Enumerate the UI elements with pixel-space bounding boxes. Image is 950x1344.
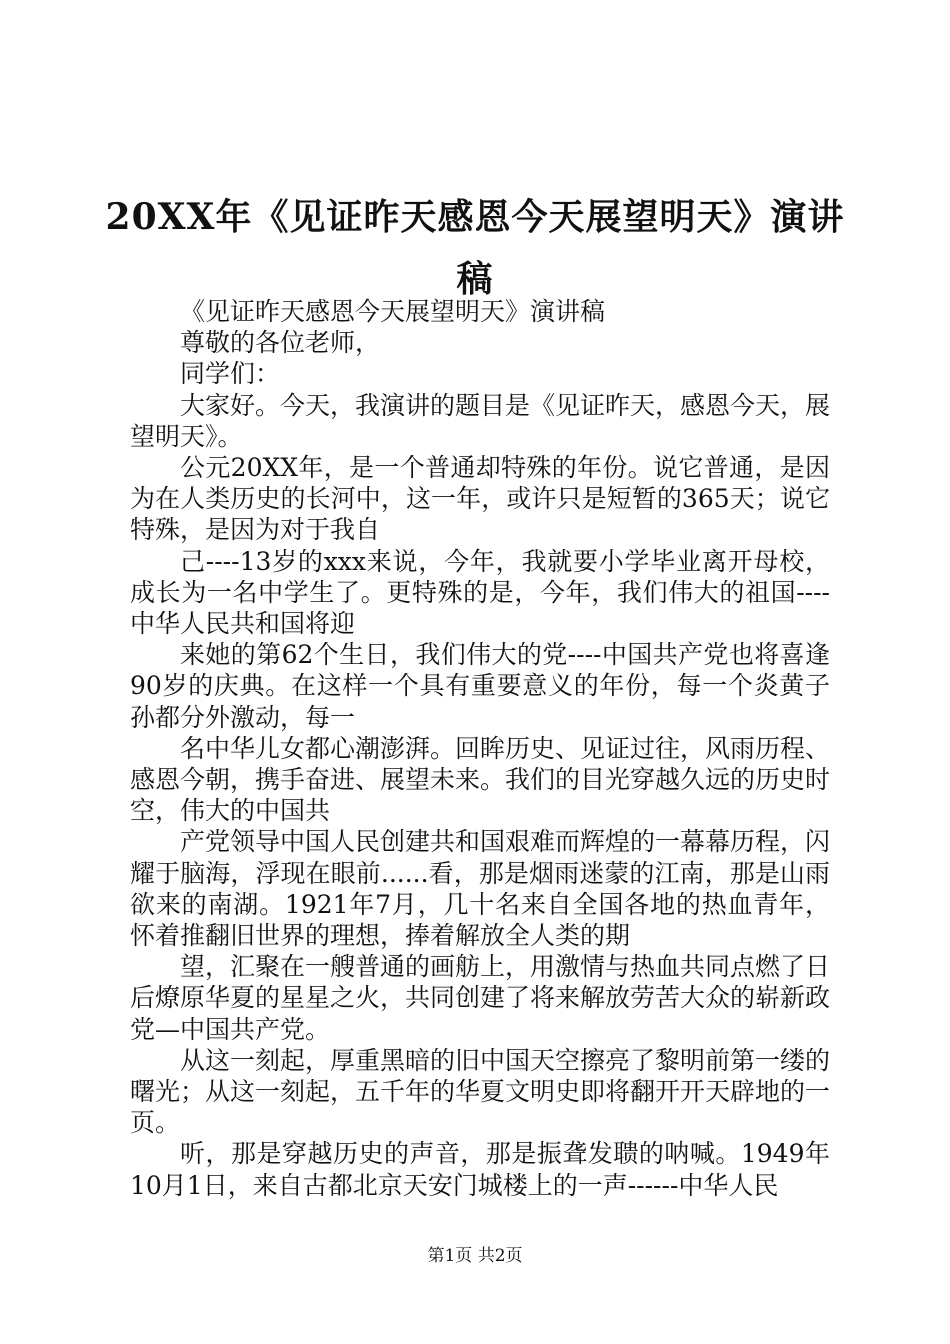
document-title: 20XX年《见证昨天感恩今天展望明天》演讲稿 bbox=[105, 196, 845, 300]
paragraph: 望，汇聚在一艘普通的画舫上，用激情与热血共同点燃了日后燎原华夏的星星之火，共同创建了将来解放劳苦大众的崭新政党—中国共产党。 bbox=[130, 952, 831, 1044]
paragraph-salutation: 尊敬的各位老师， bbox=[180, 328, 381, 358]
paragraph-subtitle: 《见证昨天感恩今天展望明天》演讲稿 bbox=[180, 297, 606, 326]
paragraph: 公元20XX年，是一个普通却特殊的年份。说它普通，是因为在人类历史的长河中，这一年，或许只是短暂的365天；说它特殊，是因为对于我自 bbox=[130, 453, 830, 545]
paragraph: 名中华儿女都心潮澎湃。回眸历史、见证过往，风雨历程、感恩今朝，携手奋进、展望未来。我们的目光穿越久远的历史时空，伟大的中国共 bbox=[130, 733, 831, 826]
paragraph: 己----13岁的xxx来说，今年，我就要小学毕业离开母校，成长为一名中学生了。更特殊的是，今年，我们伟大的祖国----中华人民共和国将迎 bbox=[130, 546, 830, 639]
page-footer: 第1页 共2页 bbox=[427, 1246, 523, 1266]
paragraph: 来她的第62个生日，我们伟大的党----中国共产党也将喜逢90岁的庆典。在这样一个具有重要意义的年份，每一个炎黄子孙都分外激动，每一 bbox=[130, 640, 830, 732]
paragraph: 从这一刻起，厚重黑暗的旧中国天空擦亮了黎明前第一缕的曙光；从这一刻起，五千年的华夏文明史即将翻开开天辟地的一页。 bbox=[130, 1045, 831, 1138]
paragraph: 产党领导中国人民创建共和国艰难而辉煌的一幕幕历程，闪耀于脑海，浮现在眼前......看，那是烟雨迷蒙的江南，那是山雨欲来的南湖。1921年7月，几十名来自全国各地的热血青年，怀着推翻旧世界的理想，捧着解放全人类的期 bbox=[130, 827, 831, 951]
paragraph-salutation-students: 同学们： bbox=[180, 359, 281, 389]
document-body bbox=[130, 296, 830, 1201]
paragraph: 听，那是穿越历史的声音，那是振聋发聩的呐喊。1949年10月1日，来自古都北京天安门城楼上的一声------中华人民 bbox=[130, 1139, 830, 1200]
paragraph-greeting: 大家好。今天，我演讲的题目是《见证昨天，感恩今天，展望明天》。 bbox=[130, 390, 831, 451]
